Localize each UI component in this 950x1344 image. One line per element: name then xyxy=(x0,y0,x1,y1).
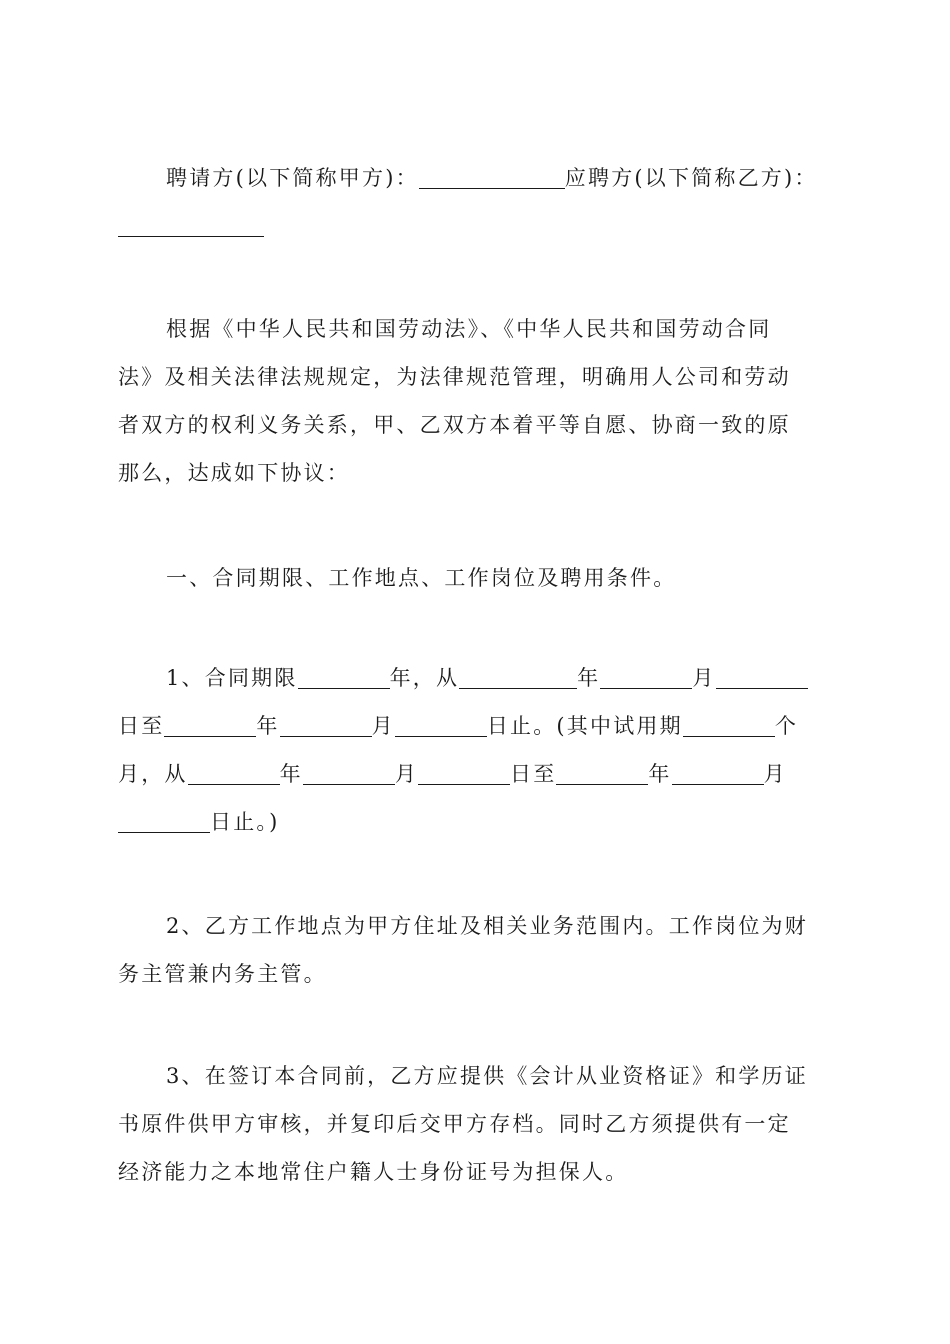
end-month-blank[interactable] xyxy=(280,714,372,737)
employee-label: 应聘方(以下简称乙方)： xyxy=(564,166,818,190)
clause-1-text: 个 xyxy=(774,714,799,738)
preamble-line: 法》及相关法律法规规定，为法律规范管理，明确用人公司和劳动 xyxy=(118,365,791,389)
clause-1-text: 年 xyxy=(577,666,601,690)
preamble-paragraph xyxy=(118,305,834,497)
clause-1-text: 月 xyxy=(692,666,716,690)
probation-start-year-blank[interactable] xyxy=(188,762,280,785)
probation-end-month-blank[interactable] xyxy=(672,762,764,785)
clause-3-line: 经济能力之本地常住户籍人士身份证号为担保人。 xyxy=(118,1160,629,1184)
start-day-blank[interactable] xyxy=(716,666,808,689)
probation-end-year-blank[interactable] xyxy=(556,762,648,785)
probation-end-day-blank[interactable] xyxy=(118,810,210,833)
probation-months-blank[interactable] xyxy=(683,714,775,737)
start-month-blank[interactable] xyxy=(600,666,692,689)
probation-start-month-blank[interactable] xyxy=(303,762,395,785)
clause-1-text: 年 xyxy=(256,714,280,738)
clause-3-paragraph xyxy=(118,1052,834,1196)
clause-1-text: 月 xyxy=(371,714,395,738)
clause-1-paragraph xyxy=(118,654,834,846)
clause-1-text: 月 xyxy=(763,762,787,786)
clause-1-text: 月 xyxy=(394,762,419,786)
clause-1-text: 日止。) xyxy=(210,810,280,834)
section-1-title: 一、合同期限、工作地点、工作岗位及聘用条件。 xyxy=(166,566,677,590)
clause-3-line: 3、在签订本合同前，乙方应提供《会计从业资格证》和学历证 xyxy=(166,1064,808,1088)
start-year-blank[interactable] xyxy=(459,666,577,689)
parties-line-2 xyxy=(118,202,834,250)
end-day-blank[interactable] xyxy=(395,714,487,737)
parties-paragraph xyxy=(118,154,834,250)
clause-1-line-2 xyxy=(118,702,834,750)
employer-name-blank[interactable] xyxy=(419,166,565,189)
employer-label: 聘请方(以下简称甲方)： xyxy=(166,166,419,190)
clause-1-text: 日至 xyxy=(118,714,165,738)
clause-2-line: 2、乙方工作地点为甲方住址及相关业务范围内。工作岗位为财 xyxy=(166,914,808,938)
section-1-title-paragraph xyxy=(118,554,834,602)
parties-line-1 xyxy=(118,154,834,202)
clause-1-line-4 xyxy=(118,798,834,846)
clause-1-text: 日至 xyxy=(510,762,557,786)
clause-1-line-1 xyxy=(118,654,834,702)
preamble-line: 者双方的权利义务关系，甲、乙双方本着平等自愿、协商一致的原 xyxy=(118,413,791,437)
clause-2-line: 务主管兼内务主管。 xyxy=(118,962,327,986)
clause-1-line-3 xyxy=(118,750,834,798)
preamble-line: 那么，达成如下协议： xyxy=(118,461,350,485)
clause-1-text: 日止。(其中试用期 xyxy=(486,714,683,738)
clause-3-line: 书原件供甲方审核，并复印后交甲方存档。同时乙方须提供有一定 xyxy=(118,1112,791,1136)
term-years-blank[interactable] xyxy=(298,666,390,689)
probation-start-day-blank[interactable] xyxy=(418,762,510,785)
clause-2-paragraph xyxy=(118,902,834,998)
clause-1-text: 年，从 xyxy=(389,666,460,690)
preamble-line: 根据《中华人民共和国劳动法》、《中华人民共和国劳动合同 xyxy=(166,317,772,341)
employee-name-blank[interactable] xyxy=(118,214,264,237)
clause-1-text: 月，从 xyxy=(118,762,188,786)
clause-1-text: 年 xyxy=(279,762,303,786)
end-year-blank[interactable] xyxy=(164,714,256,737)
clause-1-text: 1、合同期限 xyxy=(166,666,298,690)
clause-1-text: 年 xyxy=(648,762,672,786)
